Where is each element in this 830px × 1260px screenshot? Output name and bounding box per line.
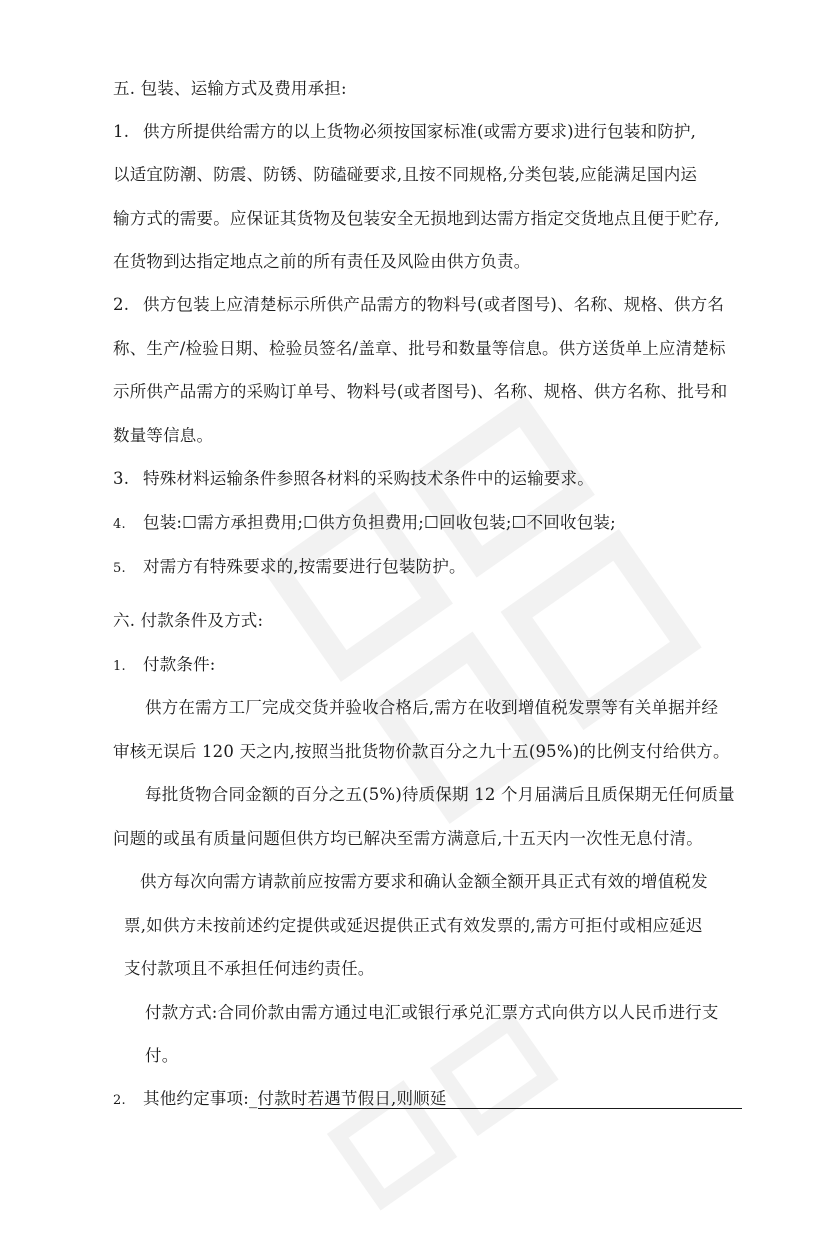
item-text: 在货物到达指定地点之前的所有责任及风险由供方负责。	[113, 252, 531, 271]
list-item	[113, 294, 724, 316]
packaging-options: 包装:☐需方承担费用;☐供方负担费用;☐回收包装;☐不回收包装;	[143, 513, 616, 532]
item-text: 以适宜防潮、防震、防锈、防磕碰要求,且按不同规格,分类包装,应能满足国内运	[113, 165, 698, 184]
paragraph-line: 支付款项且不承担任何违约责任。	[124, 959, 375, 978]
list-item	[113, 121, 696, 143]
paragraph-line: 票,如供方未按前述约定提供或延迟提供正式有效发票的,需方可拒付或相应延迟	[124, 916, 703, 935]
item-number: 4.	[113, 517, 126, 532]
item-text: 示所供产品需方的采购订单号、物料号(或者图号)、名称、规格、供方名称、批号和	[113, 382, 728, 401]
item-text: 特殊材料运输条件参照各材料的采购技术条件中的运输要求。	[143, 469, 594, 488]
list-item	[113, 468, 594, 490]
paragraph-line: 每批货物合同金额的百分之五(5%)待质保期 12 个月届满后且质保期无任何质量	[145, 785, 735, 804]
item-number: 1.	[113, 122, 130, 141]
item-text: 数量等信息。	[113, 426, 214, 445]
list-item	[113, 654, 216, 678]
item-text: 称、生产/检验日期、检验员签名/盖章、批号和数量等信息。供方送货单上应清楚标	[113, 339, 726, 358]
list-item	[113, 556, 466, 580]
item-number: 5.	[113, 561, 126, 576]
list-item	[113, 512, 616, 536]
paragraph-line: 问题的或虽有质量问题但供方均已解决至需方满意后,十五天内一次性无息付清。	[113, 829, 703, 848]
item-number: 2.	[113, 295, 130, 314]
item-text: 供方所提供给需方的以上货物必须按国家标准(或需方要求)进行包装和防护,	[143, 122, 697, 141]
paragraph-line: 供方在需方工厂完成交货并验收合格后,需方在收到增值税发票等有关单据并经	[145, 698, 719, 717]
item-text: 输方式的需要。应保证其货物及包装安全无损地到达需方指定交货地点且便于贮存,	[113, 209, 720, 228]
paragraph-line: 付。	[145, 1046, 179, 1065]
item-text: 供方包装上应清楚标示所供产品需方的物料号(或者图号)、名称、规格、供方名	[143, 295, 725, 314]
item-number: 3.	[113, 469, 130, 488]
other-terms-field: _付款时若遇节假日,则顺延	[248, 1089, 447, 1108]
section6-heading: 六. 付款条件及方式:	[113, 611, 264, 630]
item-number: 2.	[113, 1093, 126, 1108]
paragraph-line: 供方每次向需方请款前应按需方要求和确认金额全额开具正式有效的增值税发	[140, 872, 708, 891]
item-title: 付款条件:	[143, 655, 216, 674]
section5-heading: 五. 包装、运输方式及费用承担:	[113, 79, 347, 98]
paragraph-line: 审核无误后 120 天之内,按照当批货物价款百分之九十五(95%)的比例支付给供方。	[113, 742, 730, 761]
item-title: 其他约定事项:	[143, 1089, 249, 1108]
item-text: 对需方有特殊要求的,按需要进行包装防护。	[143, 557, 466, 576]
paragraph-line: 付款方式:合同价款由需方通过电汇或银行承兑汇票方式向供方以人民币进行支	[145, 1003, 719, 1022]
other-terms-underline	[258, 1108, 742, 1109]
item-number: 1.	[113, 659, 126, 674]
